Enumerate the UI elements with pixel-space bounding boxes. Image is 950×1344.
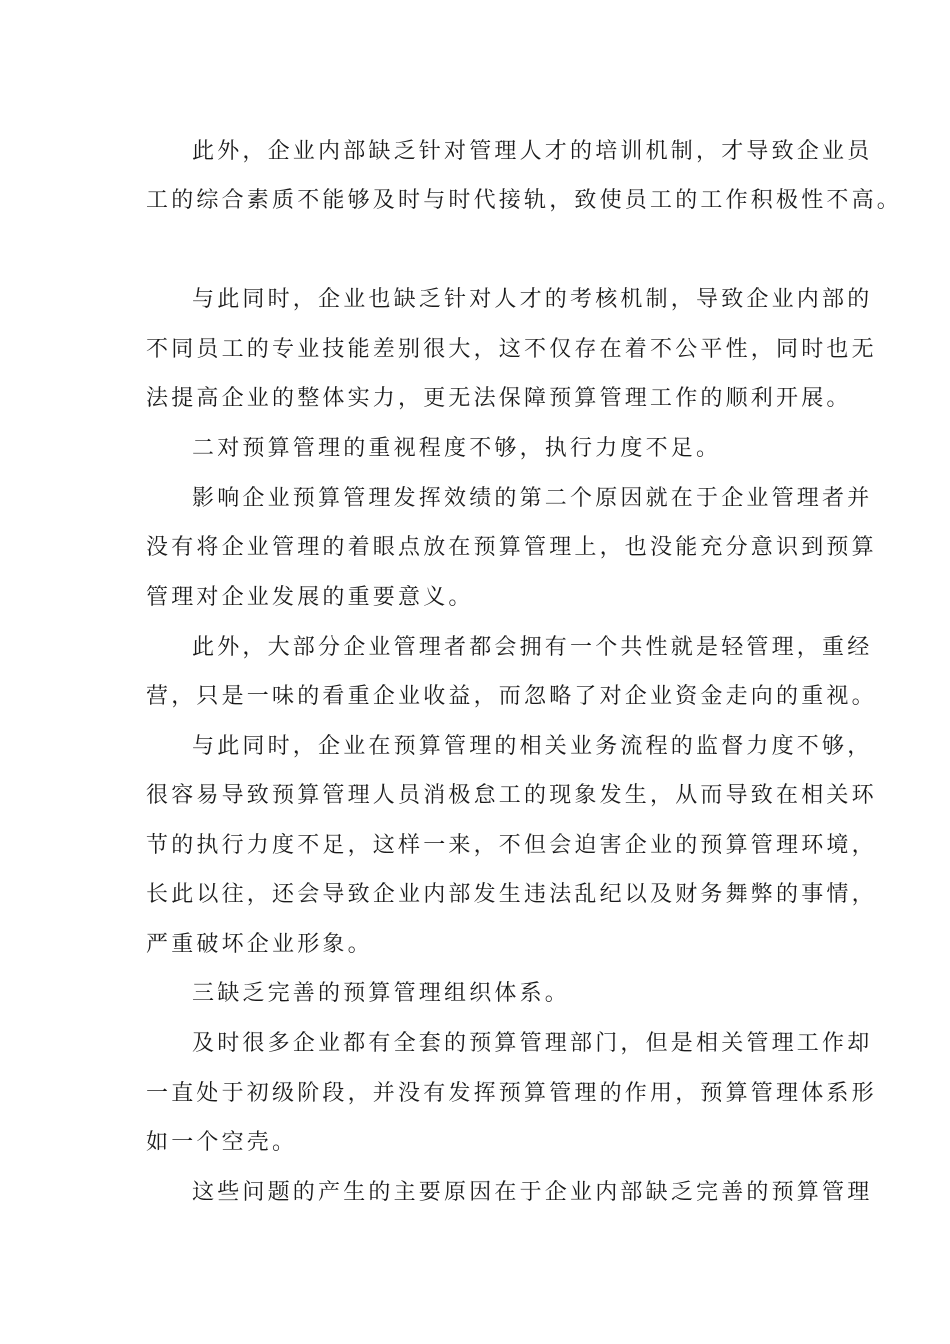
- paragraph-line: 此外，企业内部缺乏针对管理人才的培训机制，才导致企业员: [192, 139, 873, 164]
- paragraph-line: 此外，大部分企业管理者都会拥有一个共性就是轻管理，重经: [192, 635, 873, 660]
- paragraph-line: 很容易导致预算管理人员消极怠工的现象发生，从而导致在相关环: [146, 783, 877, 808]
- paragraph-line: 节的执行力度不足，这样一来，不但会迫害企业的预算管理环境，: [146, 833, 877, 858]
- paragraph-line: 不同员工的专业技能差别很大，这不仅存在着不公平性，同时也无: [146, 337, 877, 362]
- paragraph-line: 严重破坏企业形象。: [146, 932, 373, 957]
- paragraph-line: 营，只是一味的看重企业收益，而忽略了对企业资金走向的重视。: [146, 684, 877, 709]
- paragraph-line: 影响企业预算管理发挥效绩的第二个原因就在于企业管理者并: [192, 486, 873, 511]
- paragraph-line: 管理对企业发展的重要意义。: [146, 585, 474, 610]
- paragraph-line: 没有将企业管理的着眼点放在预算管理上，也没能充分意识到预算: [146, 535, 877, 560]
- section-heading: 三缺乏完善的预算管理组织体系。: [192, 981, 571, 1006]
- paragraph-line: 与此同时，企业也缺乏针对人才的考核机制，导致企业内部的: [192, 287, 873, 312]
- paragraph-line: 与此同时，企业在预算管理的相关业务流程的监督力度不够，: [192, 734, 873, 759]
- paragraph-line: 长此以往，还会导致企业内部发生违法乱纪以及财务舞弊的事情，: [146, 882, 877, 907]
- paragraph-line: 如一个空壳。: [146, 1130, 298, 1155]
- paragraph-line: 这些问题的产生的主要原因在于企业内部缺乏完善的预算管理: [192, 1180, 873, 1205]
- section-heading: 二对预算管理的重视程度不够，执行力度不足。: [192, 436, 722, 461]
- paragraph-line: 工的综合素质不能够及时与时代接轨，致使员工的工作积极性不高。: [146, 188, 903, 213]
- paragraph-line: 一直处于初级阶段，并没有发挥预算管理的作用，预算管理体系形: [146, 1081, 877, 1106]
- paragraph-line: 及时很多企业都有全套的预算管理部门，但是相关管理工作却: [192, 1031, 873, 1056]
- paragraph-line: 法提高企业的整体实力，更无法保障预算管理工作的顺利开展。: [146, 386, 852, 411]
